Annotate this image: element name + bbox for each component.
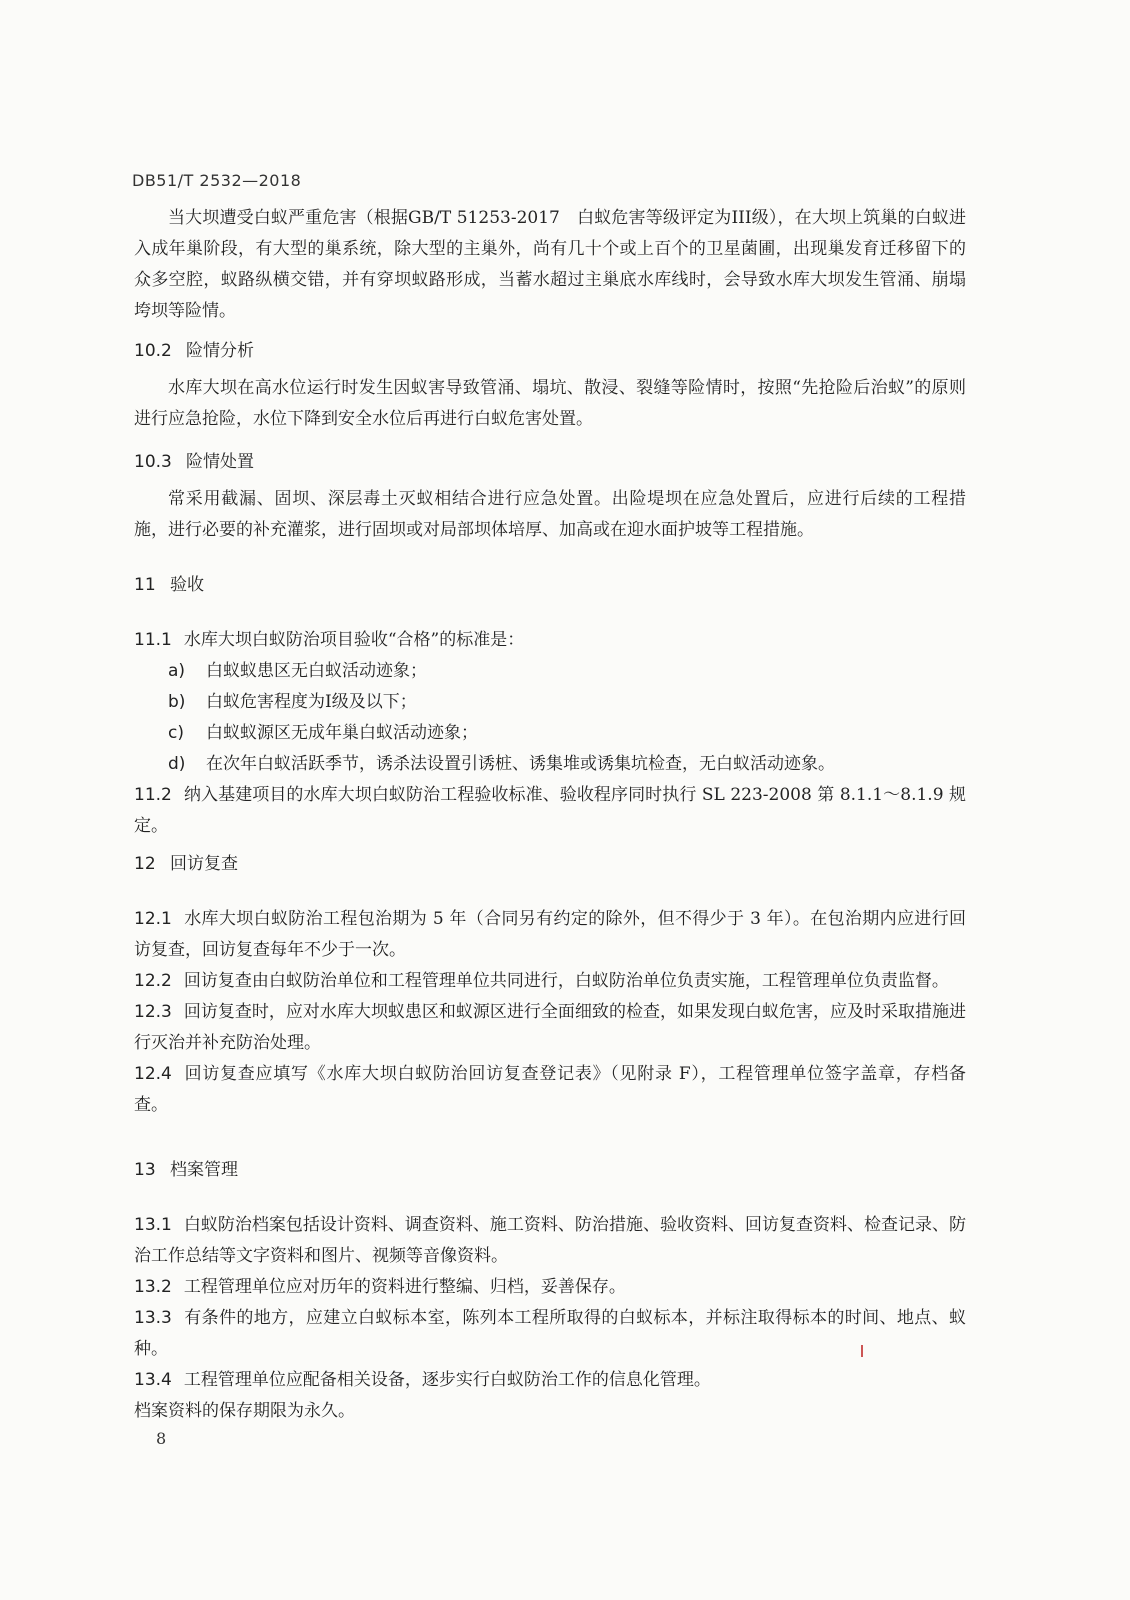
clause-number: 12.1	[134, 909, 172, 929]
clause-number: 13.4	[134, 1370, 172, 1390]
clause-text: 工程管理单位应配备相关设备，逐步实行白蚁防治工作的信息化管理。	[183, 1370, 711, 1390]
chapter-number: 13	[134, 1160, 156, 1180]
list-item	[134, 749, 966, 780]
clause-12-3	[134, 997, 966, 1059]
section-title: 险情分析	[186, 341, 254, 361]
section-heading	[134, 336, 966, 367]
clause-13-1	[134, 1210, 966, 1272]
clause-number: 12.2	[134, 971, 172, 991]
clause-text: 有条件的地方，应建立白蚁标本室，陈列本工程所取得的白蚁标本，并标注取得标本的时间、地点、蚁种。	[134, 1308, 966, 1359]
clause-text: 水库大坝白蚁防治项目验收“合格”的标准是：	[183, 630, 525, 650]
clause-text: 工程管理单位应对历年的资料进行整编、归档，妥善保存。	[183, 1277, 626, 1297]
chapter-13	[134, 1155, 966, 1427]
list-text: 白蚁蚁患区无白蚁活动迹象；	[206, 661, 427, 681]
list-marker: d)	[168, 754, 186, 774]
intro-section	[134, 203, 966, 327]
list-text: 在次年白蚁活跃季节，诱杀法设置引诱桩、诱集堆或诱集坑检查，无白蚁活动迹象。	[206, 754, 835, 774]
section-number: 10.3	[134, 452, 172, 472]
list-marker: b)	[168, 692, 186, 712]
clause-11-1	[134, 625, 966, 656]
clause-text: 回访复查时，应对水库大坝蚁患区和蚁源区进行全面细致的检查，如果发现白蚁危害，应及时采取措施进行灭治并补充防治处理。	[134, 1002, 966, 1053]
clause-13-2	[134, 1272, 966, 1303]
clause-number: 11.2	[134, 785, 172, 805]
section-10-2	[134, 336, 966, 435]
list-text: 白蚁蚁源区无成年巢白蚁活动迹象；	[206, 723, 478, 743]
chapter-title: 验收	[170, 575, 204, 595]
chapter-heading	[134, 1155, 966, 1186]
clause-13-4	[134, 1365, 966, 1396]
clause-13-3	[134, 1303, 966, 1365]
section-number: 10.2	[134, 341, 172, 361]
chapter-number: 12	[134, 854, 156, 874]
clause-text: 回访复查由白蚁防治单位和工程管理单位共同进行，白蚁防治单位负责实施，工程管理单位负责监督。	[183, 971, 949, 991]
page-number: 8	[156, 1429, 167, 1448]
clause-text: 水库大坝白蚁防治工程包治期为 5 年（合同另有约定的除外，但不得少于 3 年）。在包治期内应进行回访复查，回访复查每年不少于一次。	[134, 909, 966, 960]
clause-11-2	[134, 780, 966, 842]
list-item	[134, 718, 966, 749]
chapter-heading	[134, 570, 966, 601]
clause-number: 13.2	[134, 1277, 172, 1297]
section-10-3	[134, 447, 966, 546]
clause-number: 11.1	[134, 630, 172, 650]
clause-number: 13.3	[134, 1308, 172, 1328]
section-paragraph: 常采用截漏、固坝、深层毒土灭蚁相结合进行应急处置。出险堤坝在应急处置后，应进行后续的工程措施，进行必要的补充灌浆，进行固坝或对局部坝体培厚、加高或在迎水面护坡等工程措施。	[134, 489, 966, 540]
chapter-title: 档案管理	[170, 1160, 238, 1180]
clause-12-1	[134, 904, 966, 966]
clause-number: 12.3	[134, 1002, 172, 1022]
scan-mark	[861, 1345, 863, 1357]
clause-12-2	[134, 966, 966, 997]
list-text: 白蚁危害程度为Ⅰ级及以下；	[206, 692, 417, 712]
chapter-heading	[134, 849, 966, 880]
section-heading	[134, 447, 966, 478]
list-item	[134, 656, 966, 687]
list-marker: a)	[168, 661, 186, 681]
intro-paragraph: 当大坝遭受白蚁严重危害（根据GB/T 51253-2017 白蚁危害等级评定为III级），在大坝上筑巢的白蚁进入成年巢阶段，有大型的巢系统，除大型的主巢外，尚有几十个或上百个的卫星菌圃，出现巢发育迁移留下的众多空腔，蚁路纵横交错，并有穿坝蚁路形成，当蓄水超过主巢底水库线时，会导致水库大坝发生管涌、崩塌垮坝等险情。	[134, 208, 966, 321]
list-item	[134, 687, 966, 718]
clause-text: 纳入基建项目的水库大坝白蚁防治工程验收标准、验收程序同时执行 SL 223-2008 第 8.1.1～8.1.9 规定。	[134, 785, 966, 836]
chapter-number: 11	[134, 575, 156, 595]
clause-text: 回访复查应填写《水库大坝白蚁防治回访复查登记表》（见附录 F），工程管理单位签字盖章，存档备查。	[134, 1064, 966, 1115]
section-title: 险情处置	[186, 452, 254, 472]
section-paragraph: 水库大坝在高水位运行时发生因蚁害导致管涌、塌坑、散浸、裂缝等险情时，按照“先抢险后治蚁”的原则进行应急抢险，水位下降到安全水位后再进行白蚁危害处置。	[134, 378, 966, 429]
standard-code: DB51/T 2532—2018	[132, 171, 302, 190]
clause-text: 白蚁防治档案包括设计资料、调查资料、施工资料、防治措施、验收资料、回访复查资料、检查记录、防治工作总结等文字资料和图片、视频等音像资料。	[134, 1215, 966, 1266]
closing-note: 档案资料的保存期限为永久。	[134, 1401, 355, 1421]
list-marker: c)	[168, 723, 184, 743]
clause-number: 13.1	[134, 1215, 172, 1235]
chapter-12	[134, 849, 966, 1121]
chapter-title: 回访复查	[170, 854, 238, 874]
clause-12-4	[134, 1059, 966, 1121]
clause-number: 12.4	[134, 1064, 172, 1084]
chapter-11	[134, 570, 966, 842]
